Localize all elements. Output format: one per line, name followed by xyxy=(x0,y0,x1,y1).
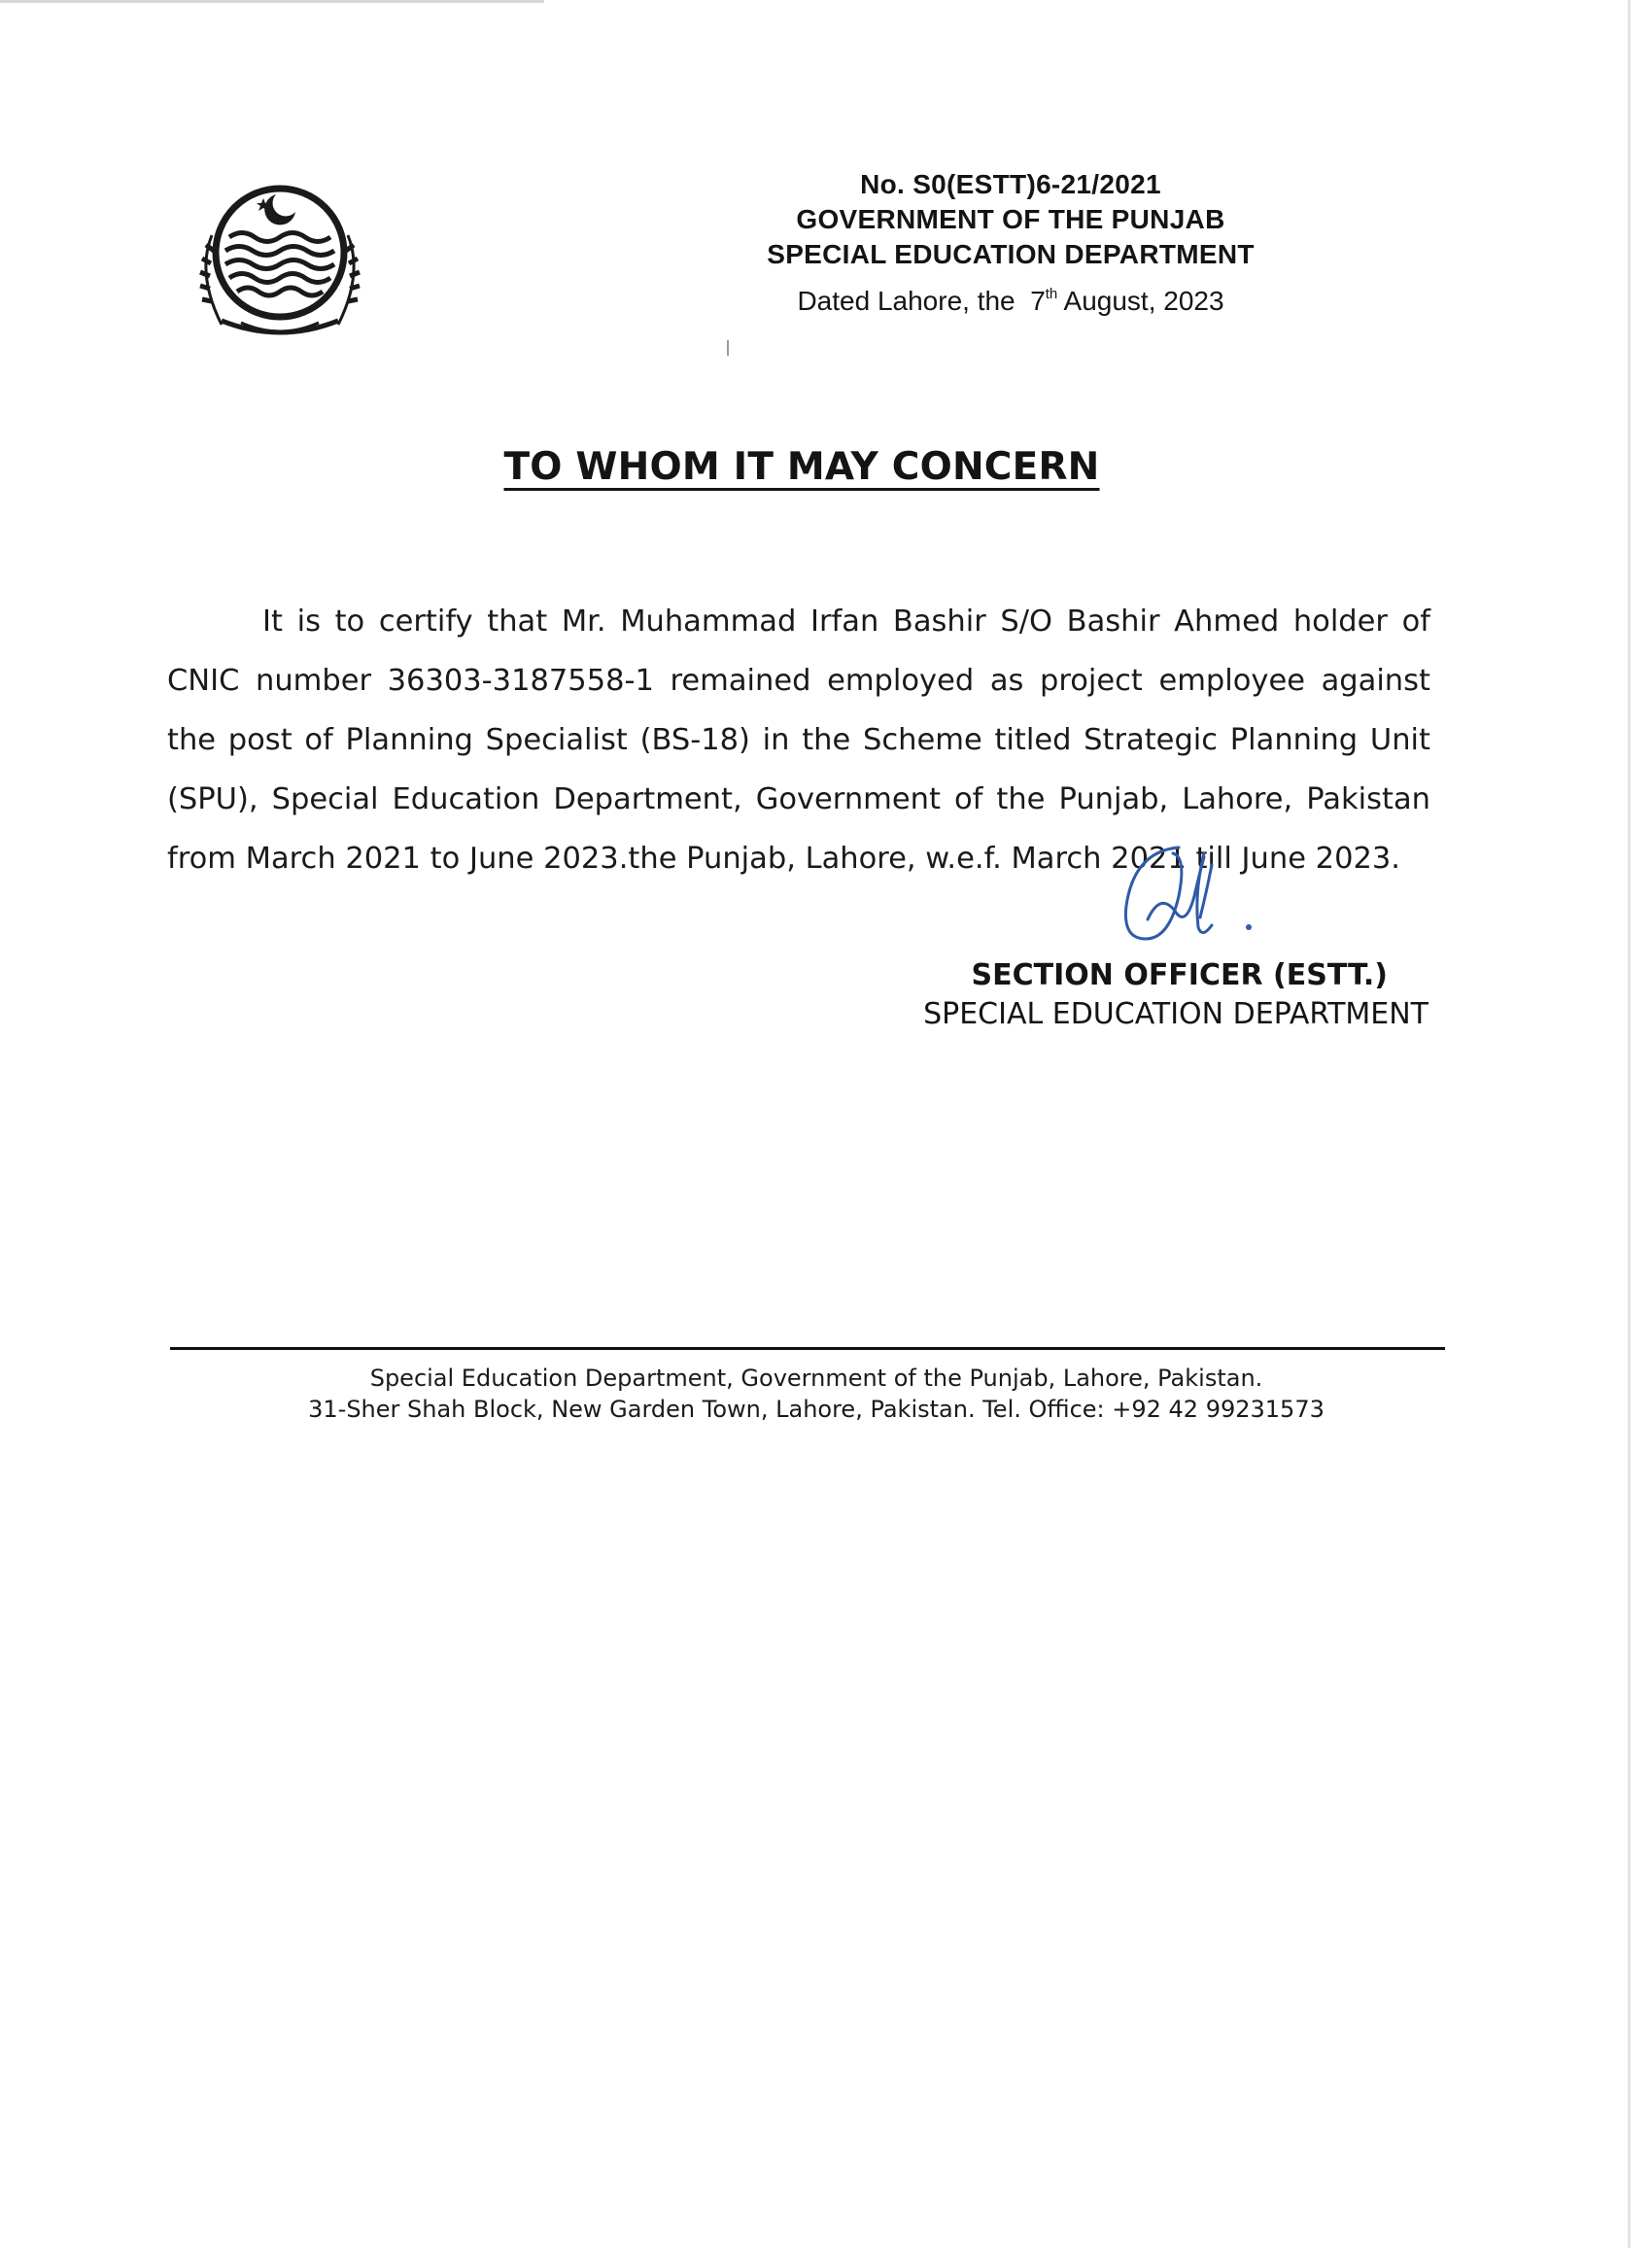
scan-edge-top xyxy=(0,0,544,3)
signatory-title: SECTION OFFICER (ESTT.) xyxy=(971,958,1388,992)
letter-title: TO WHOM IT MAY CONCERN xyxy=(503,445,1100,489)
date-day-suffix: th xyxy=(1045,286,1058,302)
letter-date xyxy=(709,284,1312,319)
punjab-emblem-icon xyxy=(183,177,377,344)
footer-line-1: Special Education Department, Government of the Punjab, Lahore, Pakistan. xyxy=(369,1365,1263,1392)
date-prefix: Dated Lahore, the xyxy=(797,286,1015,316)
government-name: GOVERNMENT OF THE PUNJAB xyxy=(796,204,1225,234)
signature-icon xyxy=(1103,836,1268,962)
scan-mark xyxy=(727,340,729,356)
letter-header xyxy=(709,167,1312,319)
footer-line-2: 31-Sher Shah Block, New Garden Town, Lahore, Pakistan. Tel. Office: +92 42 99231573 xyxy=(308,1396,1325,1423)
department-name: SPECIAL EDUCATION DEPARTMENT xyxy=(767,239,1255,269)
footer-divider xyxy=(170,1347,1445,1350)
certificate-body: It is to certify that Mr. Muhammad Irfan Bashir S/O Bashir Ahmed holder of CNIC number 36303-3187558-1 remained employed as project employee against the post of Planning Specialist (BS-18) in the Scheme titled Strategic Planning Unit (SPU), Special Education Department, Government of the Punjab, Lahore, Pakistan from March 2021 to June 2023.the Punjab, Lahore, w.e.f. March 2021 till June 2023. xyxy=(167,604,1430,876)
signatory-department: SPECIAL EDUCATION DEPARTMENT xyxy=(923,997,1428,1031)
letter-title-wrapper xyxy=(0,445,1603,489)
date-day: 7 xyxy=(1030,286,1046,316)
letter-footer xyxy=(146,1363,1487,1425)
date-month-year: August, 2023 xyxy=(1063,286,1224,316)
signatory-block xyxy=(875,956,1428,1034)
reference-number: No. S0(ESTT)6-21/2021 xyxy=(860,169,1161,199)
scan-edge-right xyxy=(1628,0,1631,2248)
